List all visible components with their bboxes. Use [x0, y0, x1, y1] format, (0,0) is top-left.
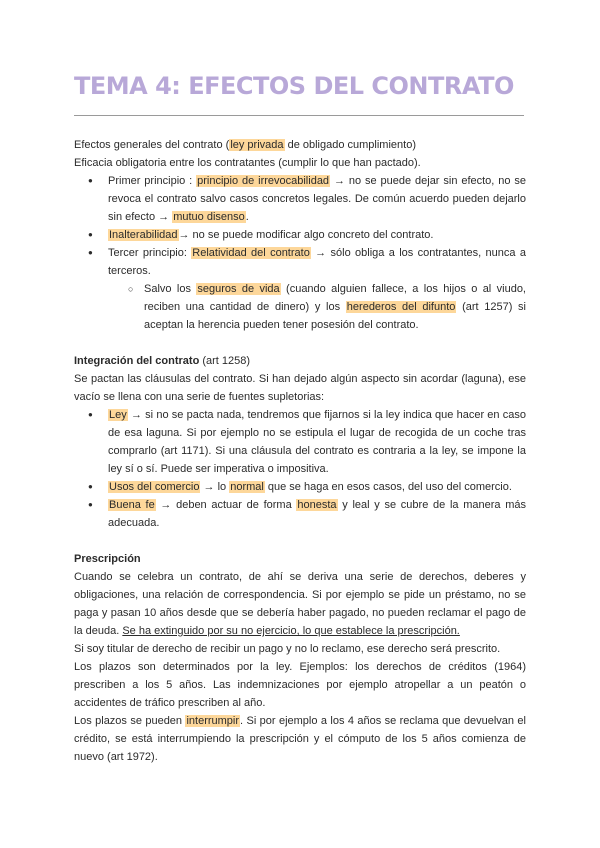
highlight-ley-privada: ley privada	[230, 139, 284, 151]
item-text: .	[245, 211, 249, 223]
heading-ref: (art 1258)	[199, 355, 251, 367]
sub-list	[74, 280, 526, 334]
item-text: → lo	[200, 481, 230, 493]
spacer	[74, 532, 526, 550]
highlight-irrevocabilidad: principio de irrevocabilidad	[197, 175, 330, 187]
item-text: Tercer principio:	[108, 247, 192, 259]
item-text: → no se puede modificar algo concreto del contrato.	[178, 229, 434, 241]
document-body	[74, 136, 526, 766]
item-text: y leal y se cubre de la manera más adecuada.	[108, 499, 526, 529]
sub-item-excepciones	[74, 280, 526, 334]
item-text: → deben actuar de forma	[155, 499, 297, 511]
item-text: → sólo obliga a los contratantes, nunca a terceros.	[108, 247, 526, 277]
spacer	[74, 334, 526, 352]
prescripcion-paragraph-1	[74, 568, 526, 640]
intro-text: de obligado cumplimiento)	[284, 139, 416, 151]
intro-line-2: Eficacia obligatoria entre los contratantes (cumplir lo que han pactado).	[74, 157, 421, 169]
list-item-buena-fe	[74, 496, 526, 532]
intro-text: Efectos generales del contrato (	[74, 139, 230, 151]
heading-text: Integración del contrato	[74, 355, 200, 367]
highlight-relatividad: Relatividad del contrato	[192, 247, 310, 259]
highlight-normal: normal	[230, 481, 264, 493]
list-item-inalterabilidad	[74, 226, 526, 244]
highlight-inalterabilidad: Inalterabilidad	[109, 229, 178, 241]
prescripcion-paragraph-2: Si soy titular de derecho de recibir un pago y no lo reclamo, ese derecho será prescrito.	[74, 643, 501, 655]
principios-list	[74, 172, 526, 334]
list-item-ley	[74, 406, 526, 478]
prescripcion-paragraph-3: Los plazos son determinados por la ley. Ejemplos: los derechos de créditos (1964) prescriben a los 5 años. Las indemnizaciones por ejemplo atropellar a un peatón o accidentes de tráfico prescriben al año.	[74, 661, 526, 709]
item-text: → si no se pacta nada, tendremos que fijarnos si la ley indica que hacer en caso de esa laguna. Si por ejemplo no se estipula el lugar de recogida de un coche tras comprarlo (art 1171). Si una cláusula del contrato es contraria a la ley, se impone la ley sí o sí. Puede ser imperativa o impositiva.	[108, 409, 526, 475]
paragraph-text: Los plazos se pueden	[74, 715, 186, 727]
highlight-ley: Ley	[109, 409, 127, 421]
item-text: (cuando alguien fallece, a los hijos o al viudo, reciben una cantidad de dinero) y los	[144, 283, 526, 313]
page-title: TEMA 4: EFECTOS DEL CONTRATO	[74, 72, 514, 100]
highlight-usos-comercio: Usos del comercio	[109, 481, 200, 493]
paragraph-text: Cuando se celebra un contrato, de ahí se deriva una serie de derechos, deberes y obligaciones, una relación de correspondencia. Si por ejemplo se pide un préstamo, no se paga y pasan 10 años desde que se debería haber pagado, no pueden reclamar el pago de la deuda.	[74, 571, 526, 637]
fuentes-list	[74, 406, 526, 532]
list-item-primer-principio	[74, 172, 526, 226]
underlined-text: Se ha extinguido por su no ejercicio, lo que establece la prescripción.	[122, 625, 460, 637]
highlight-buena-fe: Buena fe	[109, 499, 155, 511]
list-item-usos	[74, 478, 526, 496]
highlight-herederos: herederos del difunto	[346, 301, 456, 313]
item-text: → no se puede dejar sin efecto, no se revoca el contrato salvo casos concretos legales. De común acuerdo pueden dejarlo sin efecto →	[108, 175, 527, 223]
prescripcion-paragraph-4	[74, 712, 526, 766]
item-text: que se haga en esos casos, del uso del comercio.	[264, 481, 512, 493]
list-item-tercer-principio	[74, 244, 526, 334]
highlight-mutuo-disenso: mutuo disenso	[173, 211, 245, 223]
item-text: Salvo los	[144, 283, 197, 295]
section-heading-prescripcion: Prescripción	[74, 553, 141, 565]
item-text: Primer principio :	[108, 175, 197, 187]
section-heading-integracion	[74, 352, 526, 370]
integracion-intro: Se pactan las cláusulas del contrato. Si han dejado algún aspecto sin acordar (laguna), ese vacío se llena con una serie de fuentes supletorias:	[74, 373, 526, 403]
intro-line-1	[74, 136, 526, 154]
item-text: (art 1257) si aceptan la herencia pueden tener posesión del contrato.	[144, 301, 526, 331]
paragraph-text: . Si por ejemplo a los 4 años se reclama que devuelvan el crédito, se está interrumpiendo la prescripción y el cómputo de los 5 años comienza de nuevo (art 1972).	[74, 715, 526, 763]
highlight-interrumpir: interrumpir	[186, 715, 240, 727]
title-divider	[74, 115, 524, 116]
highlight-honesta: honesta	[297, 499, 337, 511]
highlight-seguros-de-vida: seguros de vida	[197, 283, 280, 295]
